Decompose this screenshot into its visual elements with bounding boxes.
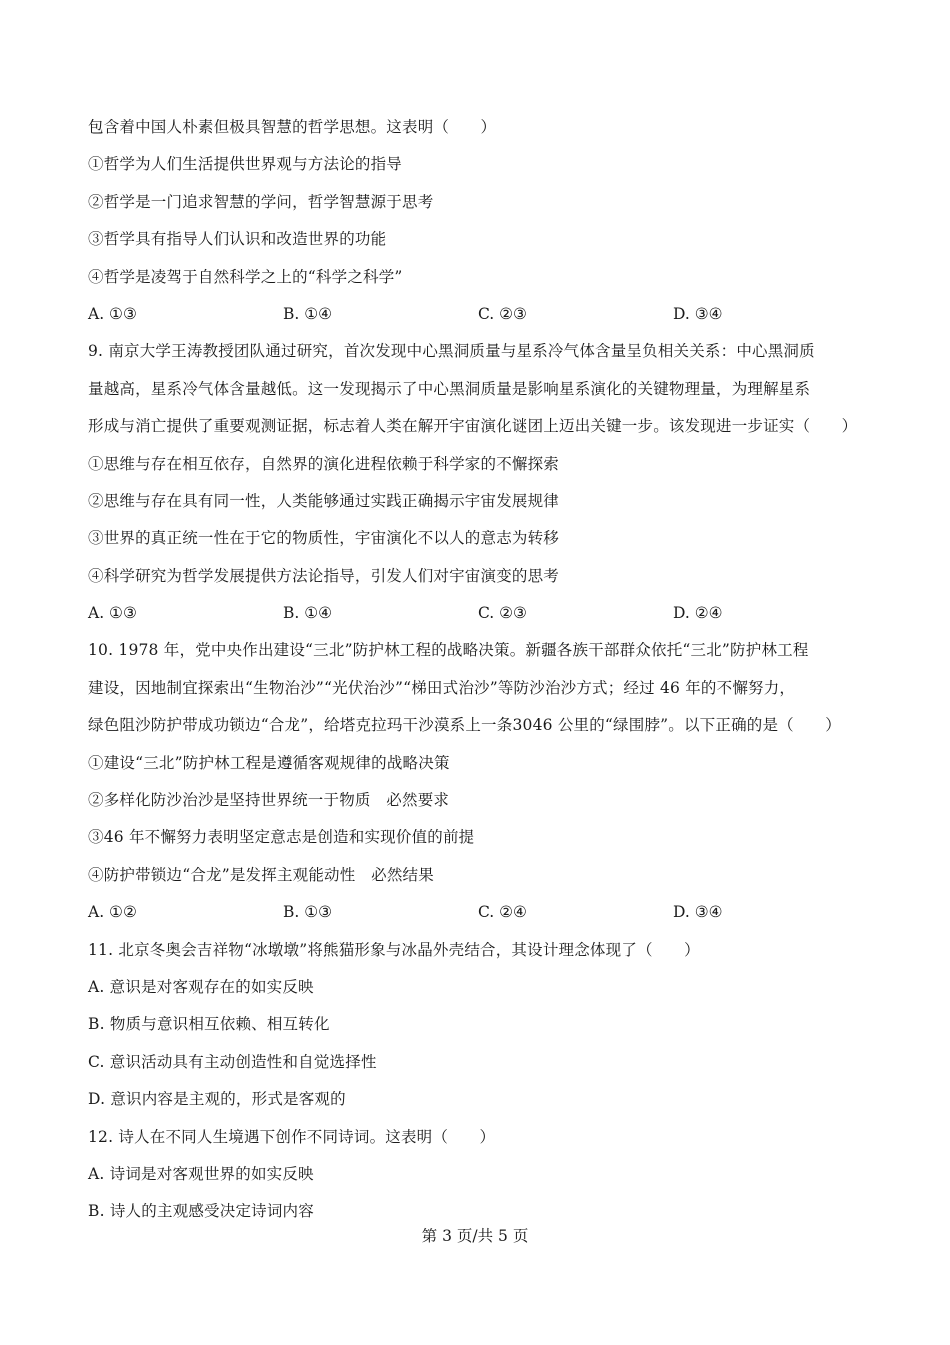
page-number-label: 第 3 页/共 5 页: [421, 1227, 529, 1245]
q10-statement-4: ④防护带锁边“合龙”是发挥主观能动性 必然结果: [88, 865, 434, 884]
q8-stem-tail: 包含着中国人朴素但极具智慧的哲学思想。这表明（ ）: [88, 118, 497, 136]
q9-option-d: D. ②④: [673, 604, 723, 623]
page-footer: [0, 1222, 950, 1250]
q10-stem-line-1: 10. 1978 年，党中央作出建设“三北”防护林工程的战略决策。新疆各族干部群众依托“三北”防护林工程: [88, 641, 809, 660]
q10-option-b: B. ①③: [283, 903, 333, 922]
q11-choice-a: A. 意识是对客观存在的如实反映: [88, 977, 314, 996]
q8-option-c: C. ②③: [478, 304, 527, 323]
q9-statement-4: ④科学研究为哲学发展提供方法论指导，引发人们对宇宙演变的思考: [88, 566, 560, 585]
q8-option-b: B. ①④: [283, 304, 333, 323]
q9-options: [88, 595, 878, 632]
q12-stem: 12. 诗人在不同人生境遇下创作不同诗词。这表明（ ）: [88, 1127, 496, 1146]
q11-choice-c: C. 意识活动具有主动创造性和自觉选择性: [88, 1052, 377, 1071]
q10-statement-1: ①建设“三北”防护林工程是遵循客观规律的战略决策: [88, 753, 450, 772]
q10-stem-line-3: 绿色阻沙防护带成功锁边“合龙”，给塔克拉玛干沙漠系上一条3046 公里的“绿围脖”。以下正确的是（ ）: [88, 716, 841, 735]
q8-option-d: D. ③④: [673, 304, 723, 323]
q10-statement-3: ③46 年不懈努力表明坚定意志是创造和实现价值的前提: [88, 828, 475, 847]
q8-statement-1: ①哲学为人们生活提供世界观与方法论的指导: [88, 155, 403, 174]
q8-options: [88, 296, 878, 333]
q9-stem-line-1: 9. 南京大学王涛教授团队通过研究，首次发现中心黑洞质量与星系冷气体含量呈负相关关系：中心黑洞质: [88, 342, 815, 361]
q9-option-b: B. ①④: [283, 604, 333, 623]
q12-choice-b: B. 诗人的主观感受决定诗词内容: [88, 1202, 314, 1221]
q10-option-c: C. ②④: [478, 903, 527, 922]
q8-statement-3: ③哲学具有指导人们认识和改造世界的功能: [88, 230, 387, 249]
q11-choice-d: D. 意识内容是主观的，形式是客观的: [88, 1090, 346, 1109]
q10-option-d: D. ③④: [673, 903, 723, 922]
q8-statement-4: ④哲学是凌驾于自然科学之上的“科学之科学”: [88, 267, 403, 286]
q9-statement-3: ③世界的真正统一性在于它的物质性，宇宙演化不以人的意志为转移: [88, 529, 560, 548]
q9-option-c: C. ②③: [478, 604, 527, 623]
q8-option-a: A. ①③: [88, 304, 137, 323]
q9-stem-line-2: 量越高，星系冷气体含量越低。这一发现揭示了中心黑洞质量是影响星系演化的关键物理量，为理解星系: [88, 379, 811, 398]
q8-statement-2: ②哲学是一门追求智慧的学问，哲学智慧源于思考: [88, 192, 434, 211]
q10-stem-line-2: 建设，因地制宜探索出“生物治沙”“光伏治沙”“梯田式治沙”等防沙治沙方式；经过 46 年的不懈努力，: [88, 678, 796, 697]
q10-statement-2: ②多样化防沙治沙是坚持世界统一于物质 必然要求: [88, 791, 450, 810]
q11-stem: 11. 北京冬奥会吉祥物“冰墩墩”将熊猫形象与冰晶外壳结合，其设计理念体现了（ ）: [88, 940, 700, 959]
q10-options: [88, 894, 878, 931]
q9-stem-line-3: 形成与消亡提供了重要观测证据，标志着人类在解开宇宙演化谜团上迈出关键一步。该发现进一步证实（ ）: [88, 417, 858, 436]
q11-choice-b: B. 物质与意识相互依赖、相互转化: [88, 1015, 330, 1034]
q10-option-a: A. ①②: [88, 903, 137, 922]
q9-statement-1: ①思维与存在相互依存，自然界的演化进程依赖于科学家的不懈探索: [88, 454, 560, 473]
q12-choice-a: A. 诗词是对客观世界的如实反映: [88, 1164, 314, 1183]
page-content: [88, 109, 878, 1231]
q9-statement-2: ②思维与存在具有同一性，人类能够通过实践正确揭示宇宙发展规律: [88, 491, 560, 510]
q9-option-a: A. ①③: [88, 604, 137, 623]
